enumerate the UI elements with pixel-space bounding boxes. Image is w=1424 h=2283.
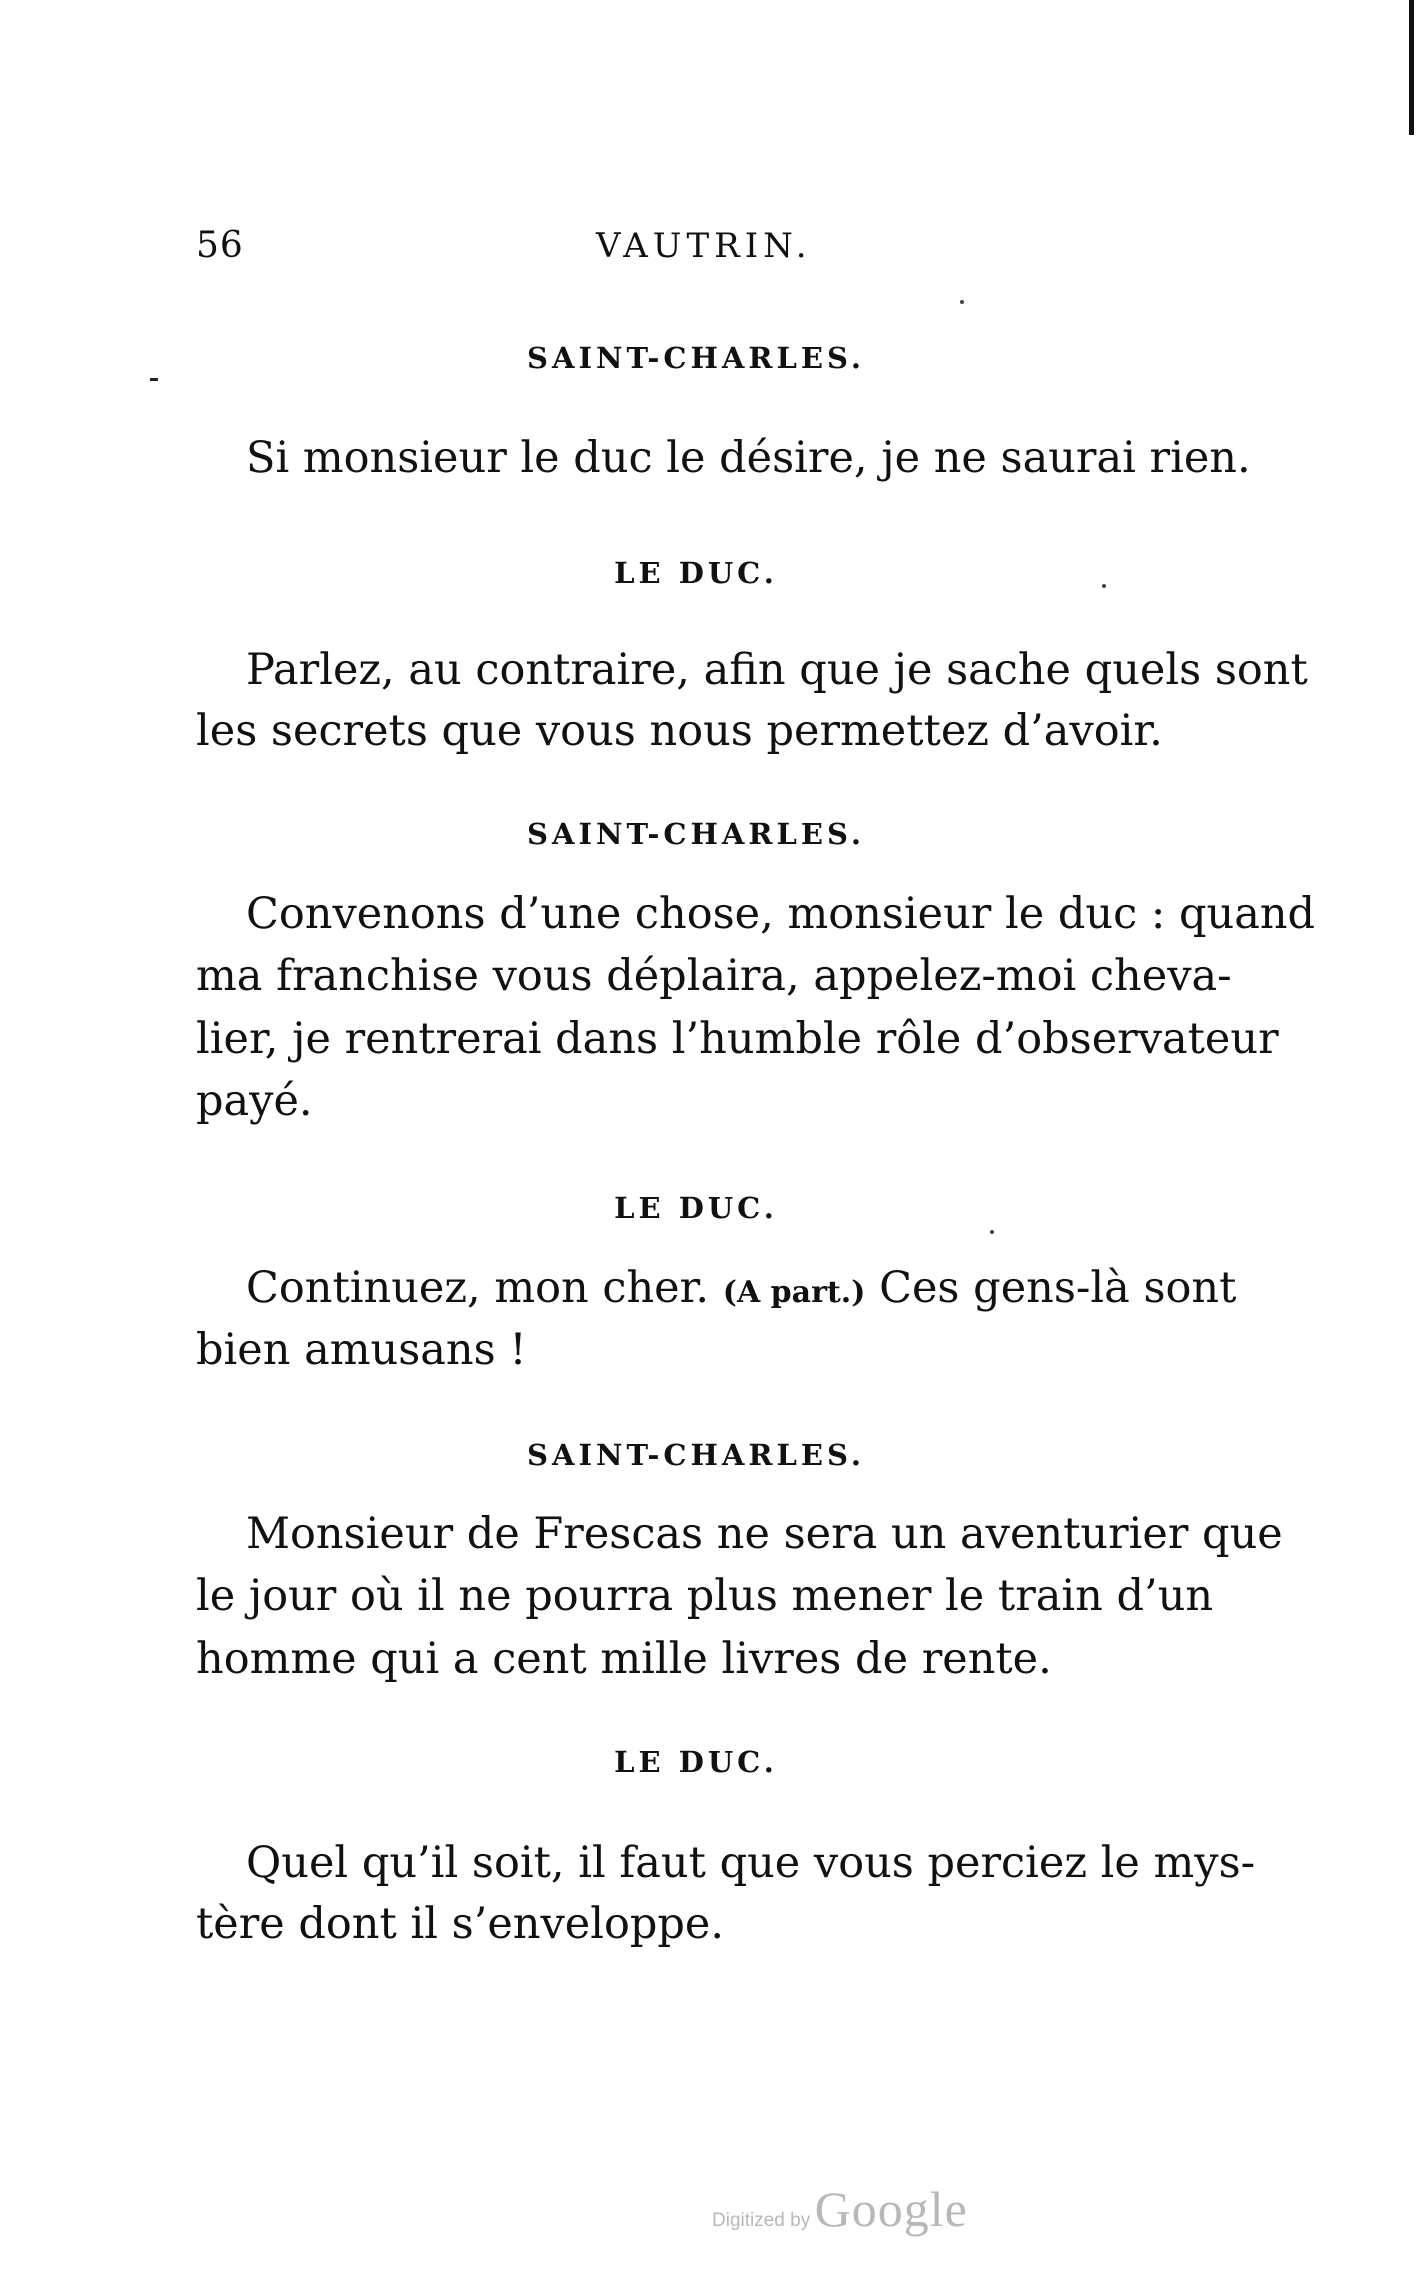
text-line: payé. [196, 1076, 313, 1126]
text-line: bien amusans ! [196, 1325, 527, 1375]
running-title: VAUTRIN. [596, 226, 812, 266]
running-header [196, 220, 1196, 280]
speaker-heading: SAINT-CHARLES. [527, 341, 865, 375]
google-logo: Google [814, 2181, 968, 2237]
speaker-heading: SAINT-CHARLES. [527, 817, 865, 851]
text-line: les secrets que vous nous permettez d’avoir. [196, 706, 1163, 756]
text-line: Si monsieur le duc le désire, je ne saurai rien. [246, 433, 1251, 483]
text-line: tère dont il s’enveloppe. [196, 1899, 725, 1949]
digitized-watermark [712, 2180, 1012, 2240]
speaker-heading: LE DUC. [614, 1191, 778, 1225]
text-line [246, 1257, 1237, 1324]
page-number: 56 [196, 225, 244, 266]
text-line: homme qui a cent mille livres de rente. [196, 1634, 1052, 1684]
text-line: Quel qu’il soit, il faut que vous perciez le mys- [246, 1838, 1256, 1888]
speaker-heading: LE DUC. [614, 1745, 778, 1779]
page-edge-line [1409, 0, 1414, 135]
text-line: Convenons d’une chose, monsieur le duc : quand [246, 889, 1316, 939]
text-line: le jour où il ne pourra plus mener le train d’un [196, 1571, 1214, 1621]
text-line: lier, je rentrerai dans l’humble rôle d’observateur [196, 1014, 1279, 1064]
speech-text: Continuez, mon cher. [246, 1263, 710, 1313]
text-line: ma franchise vous déplaira, appelez-moi cheva- [196, 951, 1232, 1001]
ink-speck [960, 300, 964, 304]
stage-direction: (A part.) [722, 1275, 866, 1310]
ink-speck [990, 1230, 994, 1234]
speaker-heading: LE DUC. [614, 556, 778, 590]
margin-mark [150, 378, 158, 381]
speaker-heading: SAINT-CHARLES. [527, 1438, 865, 1472]
speech-text: Ces gens-là sont [879, 1263, 1237, 1313]
text-line: Parlez, au contraire, afin que je sache quels sont [246, 645, 1308, 695]
text-line: Monsieur de Frescas ne sera un aventurier que [246, 1509, 1283, 1559]
digitized-label: Digitized by [712, 2210, 811, 2231]
